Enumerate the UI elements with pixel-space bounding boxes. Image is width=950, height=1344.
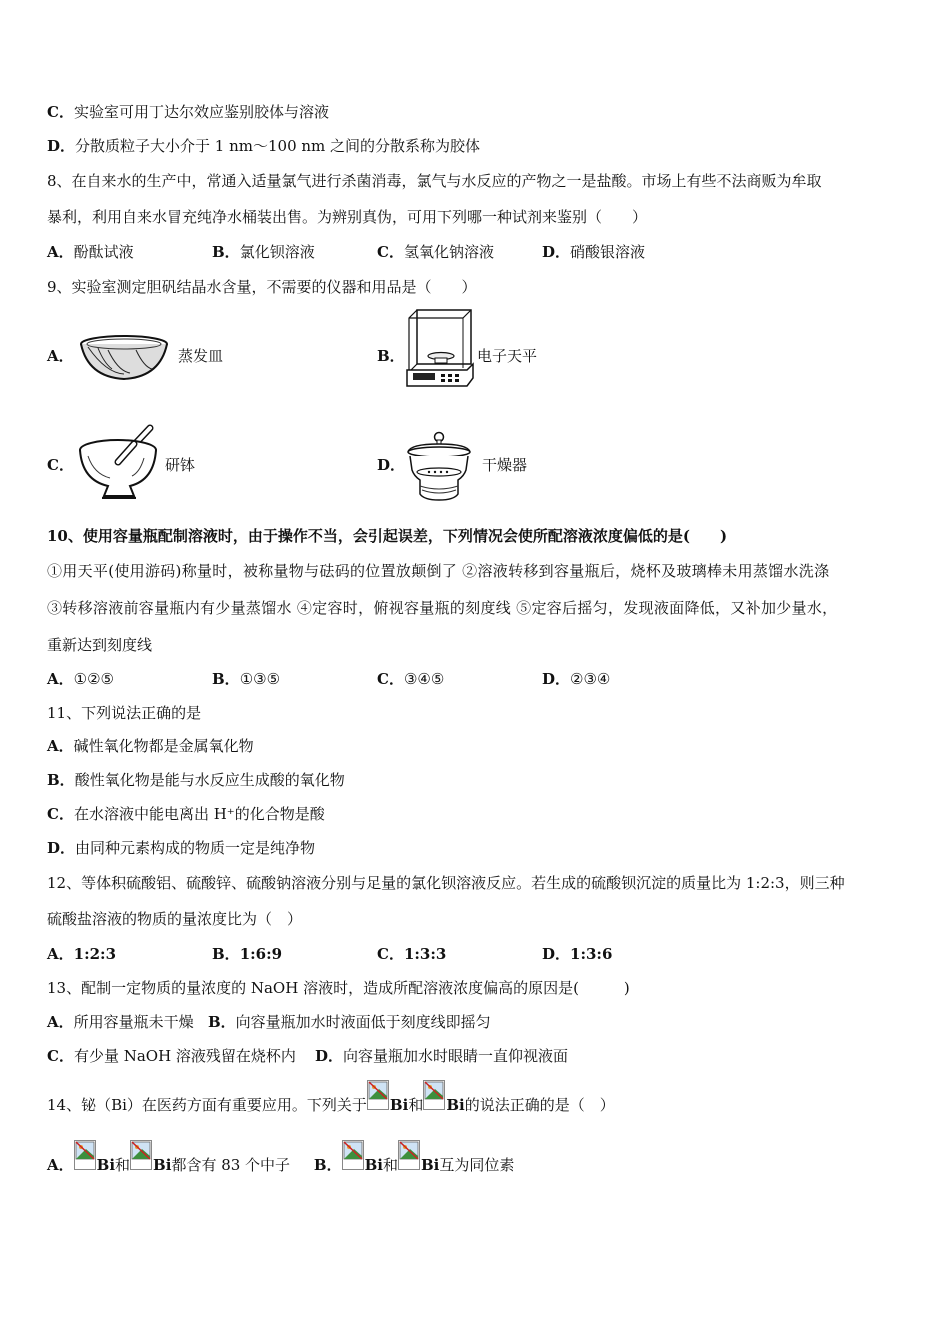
q9-option-b-letter: B． [377, 347, 405, 365]
mortar-pestle-icon [74, 422, 160, 504]
q7-option-d: D．分散质粒子大小介于 1 nm～100 nm 之间的分散系称为胶体 [47, 137, 481, 155]
q12-option-c: C．1:3:3 [377, 945, 447, 963]
isotope-image-icon [367, 1080, 389, 1110]
q11-option-c: C．在水溶液中能电离出 H⁺的化合物是酸 [47, 805, 325, 823]
q11-stem: 11、下列说法正确的是 [47, 704, 202, 722]
isotope-image-icon [423, 1080, 445, 1110]
q9-option-d-letter: D． [377, 456, 406, 474]
q11-option-b: B．酸性氧化物是能与水反应生成酸的氧化物 [47, 771, 345, 789]
q10-line4: 重新达到刻度线 [47, 636, 153, 654]
q8-option-a: A．酚酞试液 [47, 243, 134, 261]
desiccator-icon [404, 430, 474, 502]
isotope-image-icon [74, 1140, 96, 1170]
q10-option-c: C．③④⑤ [377, 670, 445, 688]
q12-stem-line1: 12、等体积硫酸铝、硫酸锌、硫酸钠溶液分别与足量的氯化钡溶液反应。若生成的硫酸钡沉淀的质量比为 1:2:3，则三种 [47, 874, 845, 892]
q13-options-cd: C．有少量 NaOH 溶液残留在烧杯内 D．向容量瓶加水时眼睛一直仰视液面 [47, 1047, 569, 1065]
q12-stem-line2: 硫酸盐溶液的物质的量浓度比为（ ） [47, 910, 303, 928]
q14-options: A． Bi和 Bi都含有 83 个中子 B． Bi和 Bi互为同位素 [47, 1140, 514, 1185]
evaporating-dish-icon [78, 333, 170, 383]
isotope-image-icon [130, 1140, 152, 1170]
q8-stem-line1: 8、在自来水的生产中，常通入适量氯气进行杀菌消毒，氯气与水反应的产物之一是盐酸。市场上有些不法商贩为牟取 [47, 172, 822, 190]
q7-option-c: C．实验室可用丁达尔效应鉴别胶体与溶液 [47, 103, 329, 121]
q12-option-a: A．1:2:3 [47, 945, 117, 963]
q10-option-b: B．①③⑤ [212, 670, 281, 688]
q9-option-c-caption: 研钵 [165, 456, 196, 474]
q14-stem: 14、铋（Bi）在医药方面有重要应用。下列关于 Bi和 Bi的说法正确的是（ ） [47, 1080, 615, 1125]
q9-option-a-caption: 蒸发皿 [178, 347, 224, 365]
q10-stem: 10、使用容量瓶配制溶液时，由于操作不当，会引起误差，下列情况会使所配溶液浓度偏低的是( ) [47, 527, 728, 545]
q9-stem: 9、实验室测定胆矾结晶水含量，不需要的仪器和用品是（ ） [47, 278, 477, 296]
q9-option-c-letter: C． [47, 456, 74, 474]
q10-option-d: D．②③④ [542, 670, 611, 688]
q11-option-d: D．由同种元素构成的物质一定是纯净物 [47, 839, 316, 857]
q11-option-a: A．碱性氧化物都是金属氧化物 [47, 737, 254, 755]
q13-stem: 13、配制一定物质的量浓度的 NaOH 溶液时，造成所配溶液浓度偏高的原因是( ) [47, 979, 630, 997]
q8-option-b: B．氯化钡溶液 [212, 243, 315, 261]
q12-option-d: D．1:3:6 [542, 945, 613, 963]
q9-option-b-caption: 电子天平 [477, 347, 538, 365]
isotope-image-icon [398, 1140, 420, 1170]
q8-stem-line2: 暴利，利用自来水冒充纯净水桶装出售。为辨别真伪，可用下列哪一种试剂来鉴别（ ） [47, 208, 648, 226]
q13-options-ab: A．所用容量瓶未干燥 B．向容量瓶加水时液面低于刻度线即摇匀 [47, 1013, 491, 1031]
q8-option-d: D．硝酸银溶液 [542, 243, 646, 261]
q10-line3: ③转移溶液前容量瓶内有少量蒸馏水 ④定容时，俯视容量瓶的刻度线 ⑤定容后摇匀，发现液面降低，又补加少量水， [47, 599, 838, 617]
q8-option-c: C．氢氧化钠溶液 [377, 243, 494, 261]
q9-option-a-letter: A． [47, 347, 74, 365]
q12-option-b: B．1:6:9 [212, 945, 283, 963]
electronic-balance-icon [405, 306, 477, 390]
q10-line2: ①用天平(使用游码)称量时，被称量物与砝码的位置放颠倒了 ②溶液转移到容量瓶后，烧杯及玻璃棒未用蒸馏水洗涤 [47, 562, 830, 580]
q9-option-d-caption: 干燥器 [482, 456, 528, 474]
isotope-image-icon [342, 1140, 364, 1170]
q10-option-a: A．①②⑤ [47, 670, 114, 688]
